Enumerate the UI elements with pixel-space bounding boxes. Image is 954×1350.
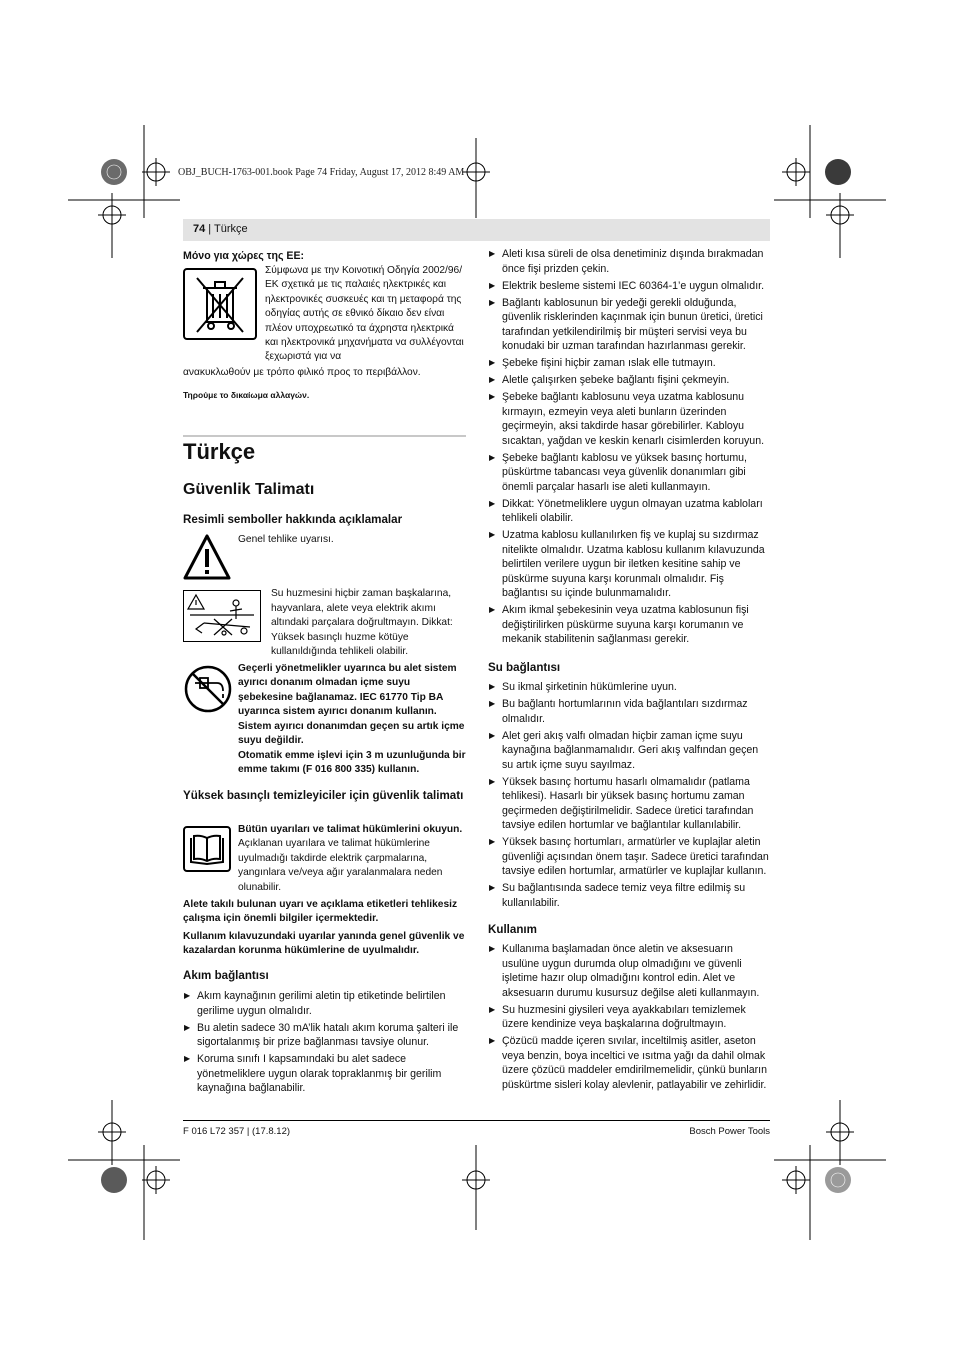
jet-warning-text: Su huzmesini hiçbir zaman başkalarına, hayvanlara, alete veya elektrik akımı altındaki parçalara doğrultmayın. Dikkat: Yüksek basınçlı huzme kötüye kullanıldığında tehlikeli olabilir. — [271, 588, 453, 657]
list-item: ▶ Çözücü madde içeren sıvılar, inceltilmiş asitler, aseton veya benzin, boya inceltici ve ısıtma yağı da dahil olmak üzere çözücü maddeler emdirilmemelidir, çünkü bunların püskürtme sisleri kolay alevlenir, patlayabilir ve zehirlidir. — [489, 1035, 767, 1091]
list-item: ▶ Bağlantı kablosunun bir yedeği gerekli olduğunda, güvenlik risklerinden kaçınmak için bunun üretici, üretici tarafından yetkilendirilmiş bir müşteri servisi veya bu konudaki bir uzman tarafından hazırlanması gerekir. — [489, 296, 763, 352]
footer-right: Bosch Power Tools — [689, 1126, 770, 1137]
read-instructions — [238, 823, 466, 895]
list-item: ▶ Kullanıma başlamadan önce aletin ve aksesuarın usulüne uygun durumda olup olmadığını ve güvenli işletime hazır olup olmadığını kontrol edin. Alet ve aksesuarın durumu kusursuz değilse aleti kullanmayın. — [489, 943, 760, 999]
header-separator: | — [205, 223, 215, 235]
list-item: ▶ Dikkat: Yönetmeliklere uygun olmayan uzatma kabloları tehlikeli olabilir. — [489, 497, 763, 524]
water-list — [488, 680, 770, 913]
list-item: ▶ Aletle çalışırken şebeke bağlantı fişini çekmeyin. — [489, 374, 730, 386]
general-rules-text: Kullanım kılavuzundaki uyarılar yanında genel güvenlik ve kazalardan korunma hükümlerine de uyulmalıdır. — [183, 931, 465, 957]
list-item: ▶ Akım ikmal şebekesinin veya uzatma kablosunun fişi değiştirilirken püskürme suyuna karşı korumanın ve mekanik stabilitenin sağlanması gerekir. — [489, 604, 749, 645]
list-item: ▶ Su huzmesini giysileri veya ayakkabıları temizlemek üzere kendinize veya başkalarına doğrultmayın. — [489, 1003, 746, 1030]
no-drinking-water-icon — [183, 664, 233, 719]
water-heading: Su bağlantısı — [488, 661, 561, 674]
read-instructions-text: Açıklanan uyarılara ve talimat hükümlerine uyulmadığı takdirde elektrik çarpmalarına, yangınlara ve/veya ağır yaralanmalara neden olunabilir. — [238, 838, 443, 893]
list-item: ▶ Şebeke fişini hiçbir zaman ıslak elle tutmayın. — [489, 357, 716, 369]
section-rule — [183, 435, 466, 437]
page-header — [183, 219, 770, 241]
list-item: ▶ Bu aletin sadece 30 mA’lik hatalı akım koruma şalteri ile sigortalanmış bir prize bağlanması tavsiye olunur. — [184, 1021, 459, 1048]
usage-list — [488, 942, 770, 1095]
print-header: OBJ_BUCH-1763-001.book Page 74 Friday, August 17, 2012 8:49 AM — [178, 167, 465, 178]
list-item: ▶ Su bağlantısında sadece temiz veya filtre edilmiş su kullanılabilir. — [489, 882, 746, 909]
footer-left: F 016 L72 357 | (17.8.12) — [183, 1126, 291, 1137]
power-list — [183, 989, 466, 1098]
greek-text-1: Σύμφωνα με την Κοινοτική Οδηγία 2002/96/ΕΚ σχετικά με τις παλαιές ηλεκτρικές και ηλεκτρονικές συσκευές και τη μεταφορά της οδηγίας αυτής σε εθνικό δίκαιο δεν είναι πλέον υποχρεωτικό τα άχρηστα ηλεκτρικά και ηλεκτρονικά μηχανήματα να συλλέγονται ξεχωριστά για να — [265, 265, 464, 363]
list-item: ▶ Alet geri akış valfı olmadan hiçbir zaman içme suyu kaynağına bağlanmamalıdır. Geri akış valfından geçen su artık içme suyu sayılmaz. — [489, 729, 759, 771]
usage-heading: Kullanım — [488, 923, 537, 936]
safety-title: Güvenlik Talimatı — [183, 481, 315, 498]
page-number: 74 — [193, 223, 206, 235]
list-item: ▶ Şebeke bağlantı kablosu ve yüksek basınç hortumu, püskürtme tabancası veya güvenlik donanımları gibi önemli parçalar hasarlı ise aleti kullanmayın. — [489, 451, 747, 493]
suction-text: Otomatik emme işlevi için 3 m uzunluğunda bir emme takımı (F 016 800 335) kullanın. — [238, 750, 466, 776]
list-item: ▶ Aleti kısa süreli de olsa denetiminiz dışında bırakmadan önce fişi prizden çekin. — [489, 248, 764, 275]
water-jet-warning-icon — [183, 590, 261, 642]
cleaner-heading: Yüksek basınçlı temizleyiciler için güvenlik talimatı — [183, 789, 464, 802]
labels-text: Alete takılı bulunan uyarı ve açıklama etiketleri tehlikesiz çalışma için önemli bilgiler içermektedir. — [183, 899, 458, 925]
power-heading: Akım bağlantısı — [183, 969, 269, 982]
list-item: ▶ Uzatma kablosu kullanılırken fiş ve kuplaj su sızdırmaz nitelikte olmalıdır. Uzatma kablosu kullanım kılavuzunda belirtilen verilere uygun bir iletken kesitine sahip ve püskürme suyuna karşı korunmalı olmalıdır. Fiş bağlantısı su içinde bulunmamalıdır. — [489, 529, 765, 599]
read-manual-icon — [183, 826, 231, 872]
list-item: ▶ Su ikmal şirketinin hükümlerine uyun. — [489, 681, 677, 693]
list-item: ▶ Bu bağlantı hortumlarının vida bağlantıları sızdırmaz olmalıdır. — [489, 698, 748, 725]
greek-title: Μόνο για χώρες της ΕΕ: — [183, 250, 305, 262]
list-item: ▶ Şebeke bağlantı kablosunu veya uzatma kablosunu kırmayın, ezmeyin veya aleti bunların üzerinden geçirmeyin, aksi takdirde hasar görebilirler. Kabloyu sıcaktan, yağdan ve keskin kenarlı cisimlerden koruyun. — [489, 391, 765, 447]
header-language: Türkçe — [214, 223, 248, 235]
no-drinking-water-text: Geçerli yönetmelikler uyarınca bu alet sistem ayırıcı donanım olmadan içme suyu şebekesine bağlanamaz. IEC 61770 Tip BA uyarınca sistem ayırıcı donanım kullanın. Sistem ayırıcı donanımdan geçen su artık içme suyu değildir. — [238, 663, 465, 747]
list-item: ▶ Koruma sınıfı I kapsamındaki bu alet sadece yönetmeliklere uygun olarak topraklanmış bir gerilim kaynağına bağlanabilir. — [184, 1053, 442, 1094]
list-item: ▶ Akım kaynağının gerilimi aletin tip etiketinde belirtilen gerilime uygun olmalıdır. — [184, 990, 446, 1017]
list-item: ▶ Elektrik besleme sistemi IEC 60364-1’e uygun olmalıdır. — [489, 279, 765, 292]
read-instructions-bold: Bütün uyarıları ve talimat hükümlerini okuyun. — [238, 824, 463, 835]
warning-triangle-icon — [183, 533, 231, 586]
general-warning-text: Genel tehlike uyarısı. — [238, 534, 334, 545]
section-title: Türkçe — [183, 439, 256, 464]
list-item: ▶ Yüksek basınç hortumları, armatürler ve kuplajlar aletin güvenliği açısından önem taşır. Sadece üretici tarafından tavsiye edilen hortumlar, armatürler ve kuplajlar kullanın. — [489, 836, 769, 877]
footer-rule — [183, 1120, 770, 1121]
greek-rights: Τηρούμε το δικαίωμα αλλαγών. — [183, 390, 310, 400]
weee-bin-icon — [183, 268, 257, 340]
symbols-heading: Resimli semboller hakkında açıklamalar — [183, 513, 403, 526]
list-item: ▶ Yüksek basınç hortumu hasarlı olmamalıdır (patlama tehlikesi). Hasarlı bir yüksek basınç hortumu zaman geçirmeden değiştirilmelidir. Sadece üretici tarafından tavsiye edilen hortumlar ve bağlantılar kullanılabilir. — [489, 775, 754, 831]
power-list-cont — [488, 247, 770, 649]
greek-text-2: ανακυκλωθούν με τρόπο φιλικό προς το περιβάλλον. — [183, 367, 421, 378]
